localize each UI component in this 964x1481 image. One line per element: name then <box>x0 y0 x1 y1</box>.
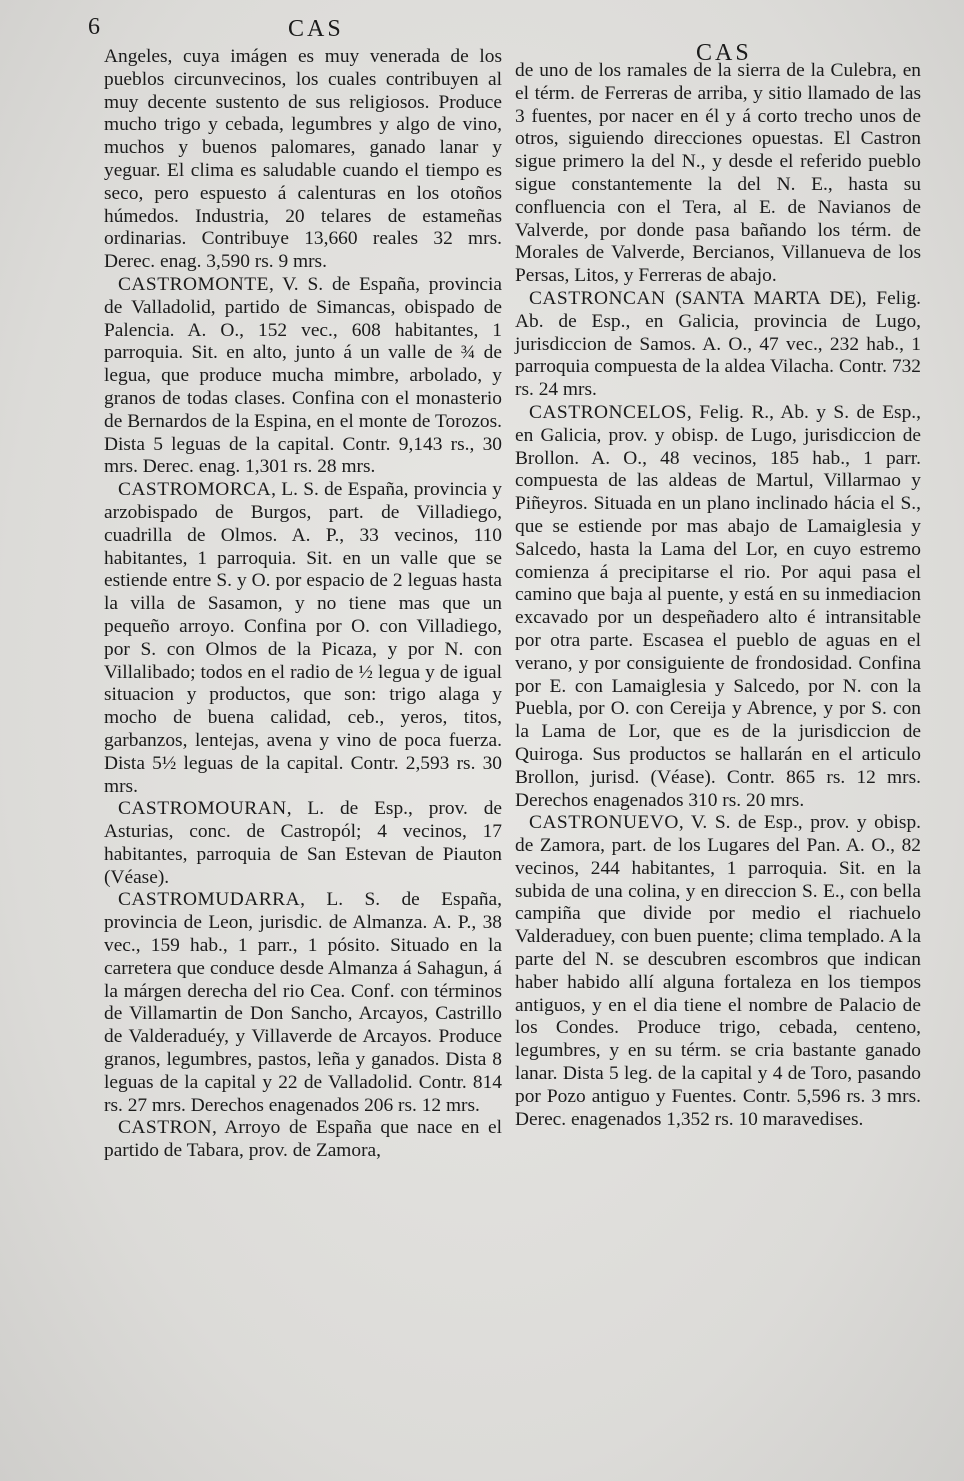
entry-head: CASTROMONTE <box>118 273 269 295</box>
running-head-left: CAS <box>288 16 344 42</box>
entry-continuation <box>515 60 921 288</box>
entry-castroncelos <box>515 402 921 812</box>
entry-text: , Felig. R., Ab. y S. de Esp., en Galicia, prov. y obisp. de Lugo, jurisdiccion de Brollon. A. O., 48 vecinos, 185 hab., 1 parr. compuesta de las aldeas de Martul, Villarmao y Piñeyros. Situada en un plano inclinado hácia el S., que se estiende por mas abajo de Lamaiglesia y Salcedo, hasta la Lama del Lor, en cuyo estremo comienza á precipitarse el rio. Por aqui pasa el camino que baja al puente, y está en su inmediacion excavado por un despeñadero alto é intransitable por otra parte. Escasea el pueblo de aguas en el verano, y por consiguiente de frondosidad. Confina por E. con Lamaiglesia y Salcedo, por N. con la Puebla, por O. con Cereija y Abrence, y por S. con la Lama de Lor, que es de la jurisdiccion de Quiroga. Sus productos se hallarán en el articulo Brollon, jurisd. (Véase). Contr. 865 rs. 12 mrs. Derechos enagenados 310 rs. 20 mrs. <box>515 401 921 811</box>
entry-head: CASTRONCAN <box>529 287 666 309</box>
entry-text: , L. S. de España, provincia de Leon, jurisdic. de Almanza. A. P., 38 vec., 159 hab., 1 parr., 1 pósito. Situado en la carretera que conduce desde Almanza á Sahagun, á la márgen derecha del rio Cea. Conf. con términos de Villamartin de Don Sancho, Arcayos, Castrillo de Valderaduéy, y Villaverde de Arcayos. Produce granos, legumbres, pastos, leña y ganados. Dista 8 leguas de la capital y 22 de Valladolid. Contr. 814 rs. 27 mrs. Derechos enagenados 206 rs. 12 mrs. <box>104 889 502 1116</box>
entry-castroncan <box>515 288 921 402</box>
entry-text: , Arroyo de España que nace en el partido de Tabara, prov. de Zamora, <box>104 1117 502 1162</box>
entry-text: , L. S. de España, provincia y arzobispado de Burgos, part. de Villadiego, cuadrilla de Olmos. A. P., 33 vecinos, 110 habitantes, 1 parroquia. Sit. en un valle que se estiende entre S. y O. por espacio de 2 leguas hasta la villa de Sasamon, y no tiene mas que un pequeño arroyo. Confina por O. con Villadiego, por S. con Olmos de la Picaza, y por N. con Villalibado; todos en el radio de ½ legua y de igual situacion y productos, que son: trigo alaga y mocho de buena calidad, ceb., yeros, titos, garbanzos, lentejas, avena y vino de poca fuerza. Dista 5½ leguas de la capital. Contr. 2,593 rs. 30 mrs. <box>104 479 502 797</box>
entry-head: CASTRON <box>118 1117 213 1139</box>
entry-head: CASTROMOURAN <box>118 798 287 820</box>
left-column <box>104 46 502 1163</box>
page-number: 6 <box>88 14 100 40</box>
entry-castromonte <box>104 274 502 479</box>
entry-castromorca <box>104 479 502 798</box>
entry-head: CASTROMORCA <box>118 479 272 501</box>
entry-text: , L. de Esp., prov. de Asturias, conc. de Castropól; 4 vecinos, 17 habitantes, parroquia de San Estevan de Piauton (Véase). <box>104 798 502 888</box>
entry-text: Angeles, cuya imágen es muy venerada de los pueblos circunvecinos, los cuales contribuyen al muy decente sustento de sus religiosos. Produce mucho trigo y cebada, legumbres y algo de vino, muchos y buenos palomares, ganado lanar y yeguar. El clima es saludable cuando el tiempo es seco, pero espuesto á calenturas en los otoños húmedos. Industria, 20 telares de estameñas ordinarias. Contribuye 13,660 reales 32 mrs. Derec. enag. 3,590 rs. 9 mrs. <box>104 46 502 273</box>
entry-text: , V. S. de España, provincia de Valladolid, partido de Simancas, obispado de Palencia. A. O., 152 vec., 608 habitantes, 1 parroquia. Sit. en alto, junto á un valle de ¾ de legua, que produce mucha mimbre, arbolado, y granos de todas clases. Confina con el monasterio de Bernardos de la Espina, en el monte de Torozos. Dista 5 leguas de la capital. Contr. 9,143 rs., 30 mrs. Derec. enag. 1,301 rs. 28 mrs. <box>104 273 502 478</box>
running-head-right: CAS <box>696 40 752 66</box>
entry-head: CASTROMUDARRA <box>118 889 301 911</box>
entry-text: , V. S. de Esp., prov. y obisp. de Zamora, part. de los Lugares del Pan. A. O., 82 vecinos, 244 habitantes, 1 parroquia. Sit. en la subida de una colina, y en direccion S. E., con bella campiña que divide por medio el riachuelo Valderaduey, con buen puente; clima templado. A la parte del N. se descubren escombros que indican haber habido allí alguna fortaleza en los tiempos antiguos, y en el dia tiene el nombre de Palacio de los Condes. Produce trigo, cebada, centeno, legumbres, y en su térm. se cria bastante ganado lanar. Dista 5 leg. de la capital y 4 de Toro, pasando por Pozo antiguo y Fuentes. Contr. 5,596 rs. 3 mrs. Derec. enagenados 1,352 rs. 10 maravedises. <box>515 812 921 1130</box>
right-column <box>515 60 921 1131</box>
entry-head: CASTRONCELOS <box>529 401 687 423</box>
entry-head: CASTRONUEVO <box>529 812 679 834</box>
entry-text: (SANTA MARTA DE), Felig. Ab. de Esp., en Galicia, provincia de Lugo, jurisdiccion de Samos. A. O., 47 vec., 232 hab., 1 parroquia compuesta de la aldea Vilacha. Contr. 732 rs. 24 mrs. <box>515 287 921 401</box>
entry-castron <box>104 1117 502 1163</box>
entry-castromudarra <box>104 889 502 1117</box>
entry-continuation <box>104 46 502 274</box>
entry-castronuevo <box>515 812 921 1131</box>
entry-text: de uno de los ramales de la sierra de la Culebra, en el térm. de Ferreras de arriba, y sitio llamado de las 3 fuentes, por nacer en él y á corto trecho unos de otros, siguiendo direcciones opuestas. El Castron sigue primero la del N., y desde el referido pueblo sigue constantemente la del N. E., hasta su confluencia con el Tera, al E. de Navianos de Valverde, por donde pasa bañando los térm. de Morales de Valverde, Bercianos, Villanueva de los Persas, Litos, y Ferreras de abajo. <box>515 60 921 287</box>
entry-castromouran <box>104 798 502 889</box>
